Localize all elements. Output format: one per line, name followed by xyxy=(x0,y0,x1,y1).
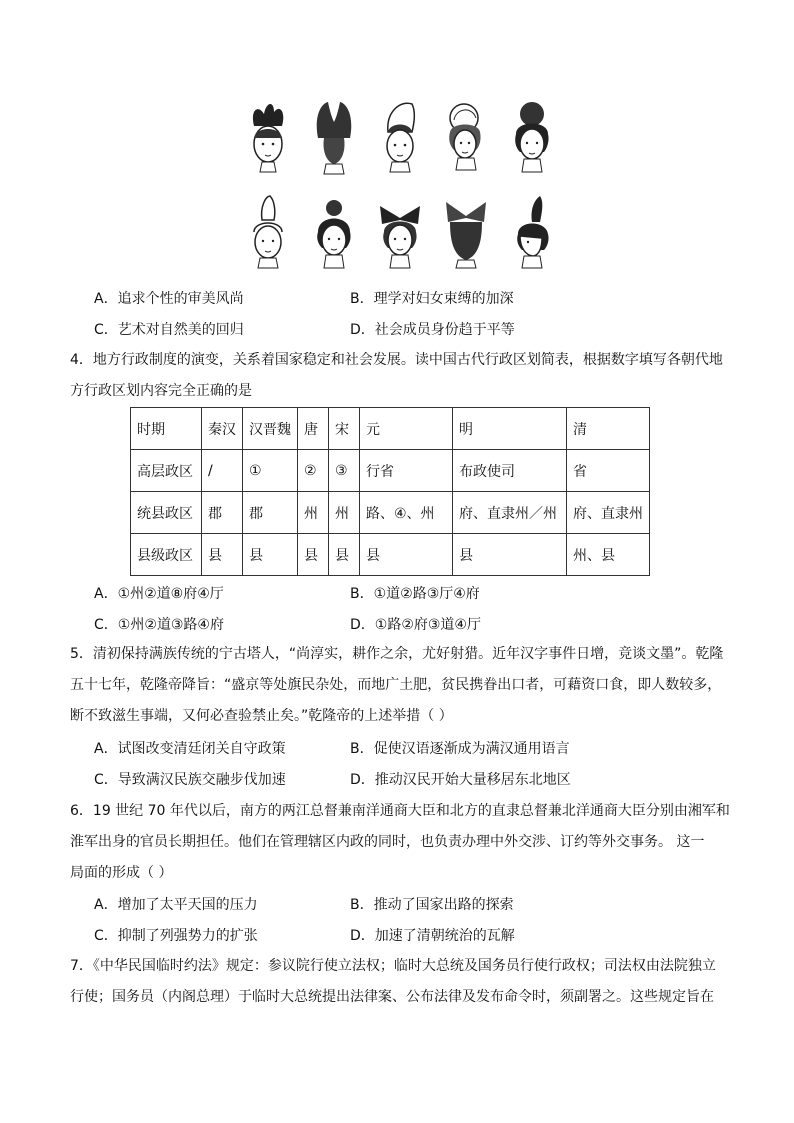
q6-stem-line-1: 6．19 世纪 70 年代以后，南方的两江总督兼南洋通商大臣和北方的直隶总督兼北洋通商大臣分别由湘军和 xyxy=(70,803,730,819)
hairstyle-figure-7 xyxy=(306,192,362,270)
q6-option-c[interactable]: C．抑制了列强势力的扩张 xyxy=(94,927,258,944)
table-cell: 县 xyxy=(298,534,329,576)
q7-stem xyxy=(70,951,730,1013)
table-cell: 高层政区 xyxy=(131,450,202,492)
q5-stem-line-3: 断不致滋生事端，又何必查验禁止矣。”乾隆帝的上述举措（ ） xyxy=(70,708,453,724)
table-header-cell: 清 xyxy=(567,408,650,450)
table-cell: 县 xyxy=(360,534,453,576)
table-cell: 州 xyxy=(298,492,329,534)
q5-stem xyxy=(70,639,730,732)
q3-options xyxy=(94,282,734,344)
table-cell: 县 xyxy=(453,534,567,576)
table-header-cell: 明 xyxy=(453,408,567,450)
q6-option-b[interactable]: B．推动了国家出路的探索 xyxy=(350,896,514,913)
q7-stem-line-2: 行使；国务员（内阁总理）于临时大总统提出法律案、公布法律及发布命令时，须副署之。这些规定旨在 xyxy=(70,989,714,1005)
table-header-cell: 汉晋魏 xyxy=(243,408,298,450)
table-header-cell: 元 xyxy=(360,408,453,450)
table-cell: 布政使司 xyxy=(453,450,567,492)
hairstyle-illustration-row-2 xyxy=(240,192,560,272)
table-row xyxy=(131,492,650,534)
table-row xyxy=(131,534,650,576)
q5-options xyxy=(94,732,734,794)
table-header-cell: 时期 xyxy=(131,408,202,450)
q6-options xyxy=(94,888,734,950)
hairstyle-figure-9 xyxy=(438,192,494,270)
q4-option-c[interactable]: C．①州②道③路④府 xyxy=(94,616,224,633)
table-cell: ② xyxy=(298,450,329,492)
q6-option-d[interactable]: D．加速了清朝统治的瓦解 xyxy=(350,927,515,944)
q4-stem xyxy=(70,345,730,407)
table-cell: 州 xyxy=(329,492,360,534)
table-cell: 统县政区 xyxy=(131,492,202,534)
q4-option-b[interactable]: B．①道②路③厅④府 xyxy=(350,585,480,602)
q4-option-a[interactable]: A．①州②道⑧府④厅 xyxy=(94,585,224,602)
q5-option-d[interactable]: D．推动汉民开始大量移居东北地区 xyxy=(350,771,571,788)
q5-stem-line-1: 5．清初保持满族传统的宁古塔人，“尚淳实，耕作之余，尤好射猎。近年汉字事件日增，竞谈文墨”。乾隆 xyxy=(70,646,724,662)
hairstyle-figure-2 xyxy=(306,98,362,176)
q5-option-a[interactable]: A．试图改变清廷闭关自守政策 xyxy=(94,740,286,757)
hairstyle-figure-8 xyxy=(372,192,428,270)
table-cell: 郡 xyxy=(243,492,298,534)
q3-option-c[interactable]: C．艺术对自然美的回归 xyxy=(94,321,244,338)
table-cell: 行省 xyxy=(360,450,453,492)
q3-option-a[interactable]: A．追求个性的审美风尚 xyxy=(94,290,244,307)
q6-stem-line-2: 淮军出身的官员长期担任。他们在管理辖区内政的同时，也负责办理中外交涉、订约等外交事务。 这一 xyxy=(70,834,705,850)
q5-option-c[interactable]: C．导致满汉民族交融步伐加速 xyxy=(94,771,286,788)
table-header-cell: 唐 xyxy=(298,408,329,450)
hairstyle-figure-10 xyxy=(504,192,560,270)
q5-option-b[interactable]: B．促使汉语逐渐成为满汉通用语言 xyxy=(350,740,570,757)
table-cell: 府、直隶州／州 xyxy=(453,492,567,534)
table-cell: 郡 xyxy=(202,492,243,534)
q6-stem xyxy=(70,796,730,889)
hairstyle-figure-4 xyxy=(438,98,494,176)
table-cell: 路、④、州 xyxy=(360,492,453,534)
q7-stem-line-1: 7．《中华民国临时约法》规定：参议院行使立法权；临时大总统及国务员行使行政权；司法权由法院独立 xyxy=(70,958,716,974)
table-header-row xyxy=(131,408,650,450)
q5-stem-line-2: 五十七年，乾隆帝降旨：“盛京等处旗民杂处，而地广土肥，贫民携眷出口者，可藉资口食，即人数较多， xyxy=(70,677,722,693)
table-cell: 州、县 xyxy=(567,534,650,576)
table-cell: 县 xyxy=(202,534,243,576)
hairstyle-figure-3 xyxy=(372,98,428,176)
table-cell: 县 xyxy=(243,534,298,576)
table-cell: 府、直隶州 xyxy=(567,492,650,534)
table-header-cell: 秦汉 xyxy=(202,408,243,450)
q6-option-a[interactable]: A．增加了太平天国的压力 xyxy=(94,896,258,913)
table-cell: 县级政区 xyxy=(131,534,202,576)
q4-stem-line-1: 4．地方行政制度的演变，关系着国家稳定和社会发展。读中国古代行政区划简表，根据数字填写各朝代地 xyxy=(70,352,723,368)
table-cell: 省 xyxy=(567,450,650,492)
q3-option-d[interactable]: D．社会成员身份趋于平等 xyxy=(350,321,515,338)
q4-option-d[interactable]: D．①路②府③道④厅 xyxy=(350,616,481,633)
q4-options xyxy=(94,577,734,639)
hairstyle-figure-5 xyxy=(504,98,560,176)
table-cell: / xyxy=(202,450,243,492)
hairstyle-figure-1 xyxy=(240,98,296,176)
table-cell: 县 xyxy=(329,534,360,576)
q6-stem-line-3: 局面的形成（ ） xyxy=(70,865,173,881)
table-cell: ③ xyxy=(329,450,360,492)
admin-division-table xyxy=(130,407,650,576)
table-row xyxy=(131,450,650,492)
q4-stem-line-2: 方行政区划内容完全正确的是 xyxy=(70,383,252,399)
table-header-cell: 宋 xyxy=(329,408,360,450)
q3-option-b[interactable]: B．理学对妇女束缚的加深 xyxy=(350,290,514,307)
table-cell: ① xyxy=(243,450,298,492)
hairstyle-illustration-row-1 xyxy=(240,98,560,178)
hairstyle-figure-6 xyxy=(240,192,296,270)
